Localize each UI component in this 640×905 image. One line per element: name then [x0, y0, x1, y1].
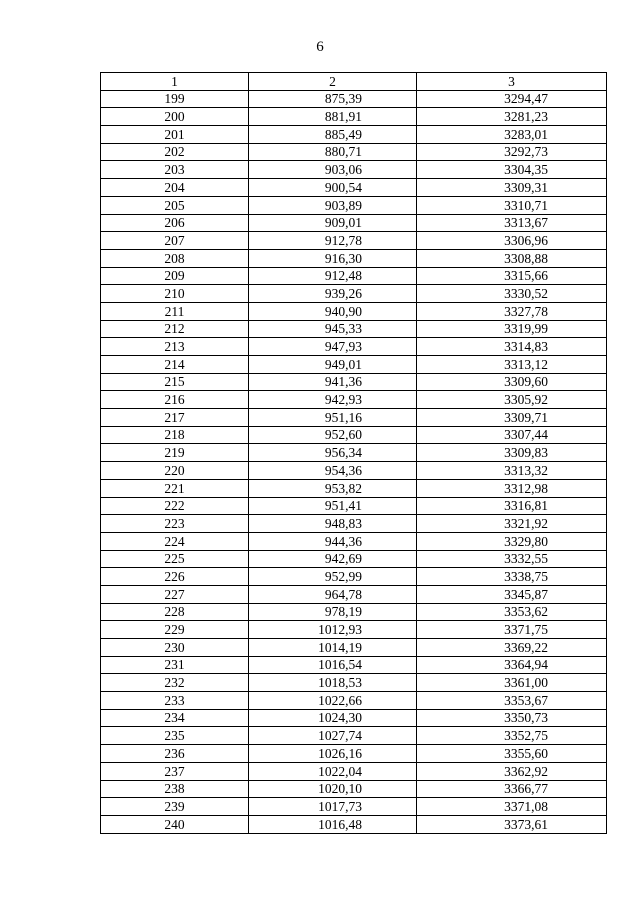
y-coordinate-cell: 3313,32: [417, 462, 607, 480]
table-row: [101, 762, 607, 780]
point-number-cell: 217: [101, 409, 249, 427]
point-number-cell: 226: [101, 568, 249, 586]
point-number-cell: 203: [101, 161, 249, 179]
y-coordinate-cell: 3353,67: [417, 692, 607, 710]
point-number-cell: 204: [101, 179, 249, 197]
x-coordinate-cell: 945,33: [249, 320, 417, 338]
column-header-2: 2: [249, 73, 417, 91]
point-number-cell: 218: [101, 426, 249, 444]
y-coordinate-cell: 3338,75: [417, 568, 607, 586]
point-number-cell: 224: [101, 532, 249, 550]
x-coordinate-cell: 1016,54: [249, 656, 417, 674]
y-coordinate-cell: 3352,75: [417, 727, 607, 745]
point-number-cell: 232: [101, 674, 249, 692]
table-row: [101, 745, 607, 763]
point-number-cell: 239: [101, 798, 249, 816]
table-row: [101, 515, 607, 533]
table-row: [101, 444, 607, 462]
y-coordinate-cell: 3316,81: [417, 497, 607, 515]
y-coordinate-cell: 3355,60: [417, 745, 607, 763]
x-coordinate-cell: 956,34: [249, 444, 417, 462]
y-coordinate-cell: 3329,80: [417, 532, 607, 550]
y-coordinate-cell: 3307,44: [417, 426, 607, 444]
x-coordinate-cell: 947,93: [249, 338, 417, 356]
point-number-cell: 212: [101, 320, 249, 338]
y-coordinate-cell: 3369,22: [417, 639, 607, 657]
x-coordinate-cell: 953,82: [249, 479, 417, 497]
y-coordinate-cell: 3315,66: [417, 267, 607, 285]
table-row: [101, 639, 607, 657]
table-row: [101, 409, 607, 427]
point-number-cell: 214: [101, 356, 249, 374]
table-header: [101, 73, 607, 91]
x-coordinate-cell: 903,89: [249, 196, 417, 214]
x-coordinate-cell: 916,30: [249, 249, 417, 267]
table-row: [101, 338, 607, 356]
x-coordinate-cell: 903,06: [249, 161, 417, 179]
table-row: [101, 568, 607, 586]
x-coordinate-cell: 951,41: [249, 497, 417, 515]
table-row: [101, 161, 607, 179]
point-number-cell: 225: [101, 550, 249, 568]
point-number-cell: 207: [101, 232, 249, 250]
point-number-cell: 229: [101, 621, 249, 639]
table-row: [101, 603, 607, 621]
table-row: [101, 214, 607, 232]
point-number-cell: 206: [101, 214, 249, 232]
x-coordinate-cell: 1022,04: [249, 762, 417, 780]
table-row: [101, 90, 607, 108]
x-coordinate-cell: 948,83: [249, 515, 417, 533]
y-coordinate-cell: 3292,73: [417, 143, 607, 161]
table-row: [101, 497, 607, 515]
point-number-cell: 215: [101, 373, 249, 391]
point-number-cell: 237: [101, 762, 249, 780]
table-row: [101, 302, 607, 320]
x-coordinate-cell: 1020,10: [249, 780, 417, 798]
point-number-cell: 234: [101, 709, 249, 727]
x-coordinate-cell: 942,69: [249, 550, 417, 568]
y-coordinate-cell: 3361,00: [417, 674, 607, 692]
table-row: [101, 656, 607, 674]
point-number-cell: 228: [101, 603, 249, 621]
point-number-cell: 219: [101, 444, 249, 462]
y-coordinate-cell: 3313,67: [417, 214, 607, 232]
table-row: [101, 621, 607, 639]
table-row: [101, 285, 607, 303]
table-row: [101, 108, 607, 126]
y-coordinate-cell: 3330,52: [417, 285, 607, 303]
point-number-cell: 202: [101, 143, 249, 161]
point-number-cell: 205: [101, 196, 249, 214]
x-coordinate-cell: 944,36: [249, 532, 417, 550]
x-coordinate-cell: 880,71: [249, 143, 417, 161]
point-number-cell: 211: [101, 302, 249, 320]
y-coordinate-cell: 3364,94: [417, 656, 607, 674]
y-coordinate-cell: 3371,75: [417, 621, 607, 639]
y-coordinate-cell: 3309,71: [417, 409, 607, 427]
point-number-cell: 236: [101, 745, 249, 763]
x-coordinate-cell: 939,26: [249, 285, 417, 303]
y-coordinate-cell: 3332,55: [417, 550, 607, 568]
table-row: [101, 267, 607, 285]
x-coordinate-cell: 1027,74: [249, 727, 417, 745]
y-coordinate-cell: 3304,35: [417, 161, 607, 179]
point-number-cell: 227: [101, 585, 249, 603]
table-row: [101, 126, 607, 144]
point-number-cell: 231: [101, 656, 249, 674]
table-row: [101, 780, 607, 798]
x-coordinate-cell: 1026,16: [249, 745, 417, 763]
header-row: [101, 73, 607, 91]
y-coordinate-cell: 3313,12: [417, 356, 607, 374]
x-coordinate-cell: 1017,73: [249, 798, 417, 816]
x-coordinate-cell: 1022,66: [249, 692, 417, 710]
point-number-cell: 230: [101, 639, 249, 657]
table-row: [101, 196, 607, 214]
table-row: [101, 356, 607, 374]
y-coordinate-cell: 3281,23: [417, 108, 607, 126]
table-row: [101, 249, 607, 267]
point-number-cell: 199: [101, 90, 249, 108]
x-coordinate-cell: 885,49: [249, 126, 417, 144]
y-coordinate-cell: 3371,08: [417, 798, 607, 816]
point-number-cell: 235: [101, 727, 249, 745]
table-row: [101, 798, 607, 816]
y-coordinate-cell: 3362,92: [417, 762, 607, 780]
x-coordinate-cell: 940,90: [249, 302, 417, 320]
table-row: [101, 426, 607, 444]
point-number-cell: 220: [101, 462, 249, 480]
point-number-cell: 201: [101, 126, 249, 144]
x-coordinate-cell: 1018,53: [249, 674, 417, 692]
table-row: [101, 232, 607, 250]
table-row: [101, 674, 607, 692]
point-number-cell: 200: [101, 108, 249, 126]
table-row: [101, 320, 607, 338]
x-coordinate-cell: 942,93: [249, 391, 417, 409]
y-coordinate-cell: 3373,61: [417, 815, 607, 833]
y-coordinate-cell: 3308,88: [417, 249, 607, 267]
table-body: [101, 90, 607, 833]
x-coordinate-cell: 912,48: [249, 267, 417, 285]
y-coordinate-cell: 3309,31: [417, 179, 607, 197]
x-coordinate-cell: 1012,93: [249, 621, 417, 639]
x-coordinate-cell: 881,91: [249, 108, 417, 126]
point-number-cell: 210: [101, 285, 249, 303]
y-coordinate-cell: 3350,73: [417, 709, 607, 727]
x-coordinate-cell: 912,78: [249, 232, 417, 250]
x-coordinate-cell: 978,19: [249, 603, 417, 621]
y-coordinate-cell: 3309,60: [417, 373, 607, 391]
x-coordinate-cell: 909,01: [249, 214, 417, 232]
table-row: [101, 709, 607, 727]
x-coordinate-cell: 1016,48: [249, 815, 417, 833]
x-coordinate-cell: 1014,19: [249, 639, 417, 657]
point-number-cell: 221: [101, 479, 249, 497]
y-coordinate-cell: 3319,99: [417, 320, 607, 338]
table-row: [101, 692, 607, 710]
y-coordinate-cell: 3309,83: [417, 444, 607, 462]
point-number-cell: 222: [101, 497, 249, 515]
y-coordinate-cell: 3353,62: [417, 603, 607, 621]
column-header-1: 1: [101, 73, 249, 91]
table-row: [101, 143, 607, 161]
y-coordinate-cell: 3283,01: [417, 126, 607, 144]
table-row: [101, 391, 607, 409]
table-row: [101, 585, 607, 603]
y-coordinate-cell: 3294,47: [417, 90, 607, 108]
y-coordinate-cell: 3366,77: [417, 780, 607, 798]
coordinates-table: [100, 72, 607, 834]
y-coordinate-cell: 3306,96: [417, 232, 607, 250]
table-row: [101, 179, 607, 197]
x-coordinate-cell: 875,39: [249, 90, 417, 108]
point-number-cell: 208: [101, 249, 249, 267]
y-coordinate-cell: 3314,83: [417, 338, 607, 356]
page-number: 6: [316, 39, 324, 55]
x-coordinate-cell: 952,99: [249, 568, 417, 586]
x-coordinate-cell: 941,36: [249, 373, 417, 391]
x-coordinate-cell: 951,16: [249, 409, 417, 427]
point-number-cell: 223: [101, 515, 249, 533]
y-coordinate-cell: 3321,92: [417, 515, 607, 533]
y-coordinate-cell: 3310,71: [417, 196, 607, 214]
point-number-cell: 233: [101, 692, 249, 710]
point-number-cell: 238: [101, 780, 249, 798]
x-coordinate-cell: 952,60: [249, 426, 417, 444]
point-number-cell: 209: [101, 267, 249, 285]
table-row: [101, 815, 607, 833]
point-number-cell: 240: [101, 815, 249, 833]
table-row: [101, 532, 607, 550]
x-coordinate-cell: 900,54: [249, 179, 417, 197]
point-number-cell: 213: [101, 338, 249, 356]
column-header-3: 3: [417, 73, 607, 91]
table-row: [101, 550, 607, 568]
point-number-cell: 216: [101, 391, 249, 409]
table-row: [101, 479, 607, 497]
x-coordinate-cell: 1024,30: [249, 709, 417, 727]
y-coordinate-cell: 3345,87: [417, 585, 607, 603]
y-coordinate-cell: 3312,98: [417, 479, 607, 497]
x-coordinate-cell: 964,78: [249, 585, 417, 603]
x-coordinate-cell: 954,36: [249, 462, 417, 480]
y-coordinate-cell: 3327,78: [417, 302, 607, 320]
x-coordinate-cell: 949,01: [249, 356, 417, 374]
y-coordinate-cell: 3305,92: [417, 391, 607, 409]
table-row: [101, 373, 607, 391]
table-row: [101, 727, 607, 745]
table-row: [101, 462, 607, 480]
